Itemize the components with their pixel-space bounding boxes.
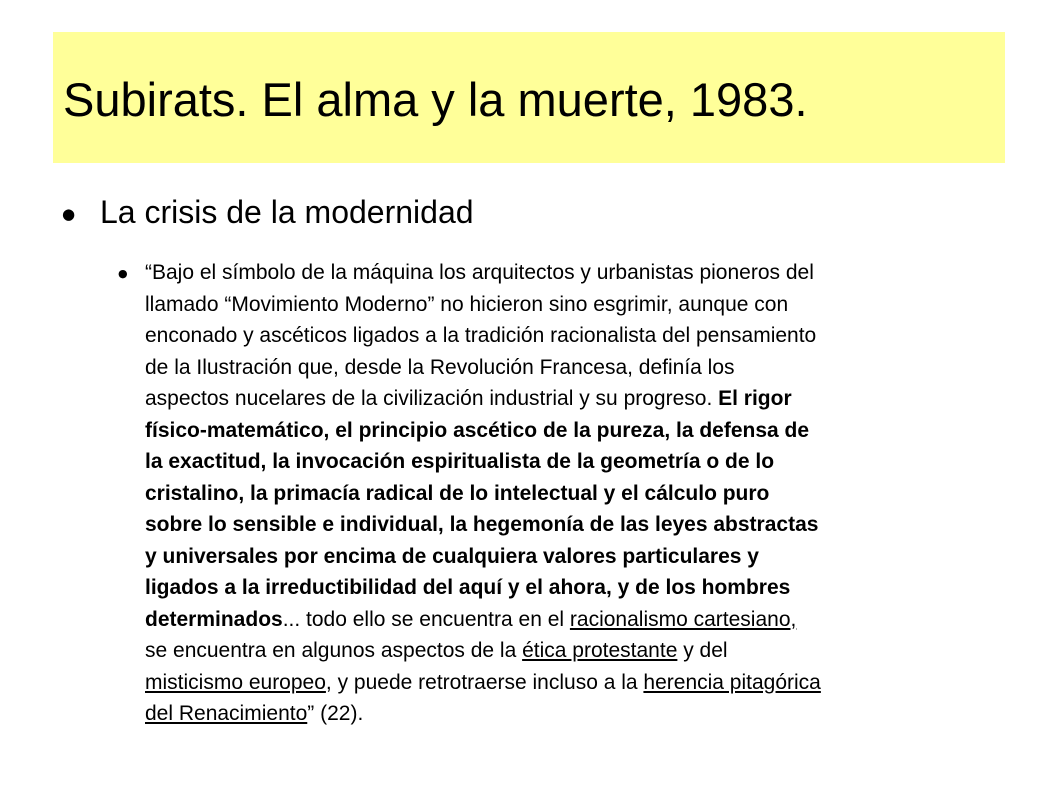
bullet-icon: ● — [62, 205, 76, 223]
underlined-term: herencia pitagórica — [643, 670, 821, 694]
quote-bold-text: El rigor — [718, 387, 792, 410]
quote-bold-text: cristalino, la primacía radical de lo intelectual y el cálculo puro — [145, 481, 770, 505]
section-heading: La crisis de la modernidad — [100, 194, 474, 230]
title-band — [53, 32, 1005, 163]
quote-line — [145, 667, 1020, 699]
quote-paragraph — [145, 257, 1020, 730]
quote-text: aspectos nucelares de la civilización industrial y su progreso. — [145, 387, 719, 410]
quote-bold-text: sobre lo sensible e individual, la hegemonía de las leyes abstractas — [145, 513, 819, 536]
quote-text: y del — [677, 639, 728, 662]
quote-line — [145, 698, 1020, 730]
quote-line: llamado “Movimiento Moderno” no hicieron sino esgrimir, aunque con — [145, 292, 789, 316]
quote-bold-text: físico-matemático, el principio ascético de la pureza, la defensa de — [145, 418, 810, 442]
quote-line — [145, 541, 1020, 573]
quote-bold-text: ligados a la irreductibilidad del aquí y el ahora, y de los hombres — [145, 576, 791, 599]
quote-line — [145, 415, 1020, 447]
underlined-term: ética protestante — [522, 639, 678, 662]
quote-line: de la Ilustración que, desde la Revolución Francesa, definía los — [145, 355, 735, 379]
underlined-term: del Renacimiento — [145, 702, 308, 725]
quote-line: “Bajo el símbolo de la máquina los arquitectos y urbanistas pioneros del — [145, 261, 814, 284]
quote-line — [145, 572, 1020, 604]
quote-line: enconado y ascéticos ligados a la tradición racionalista del pensamiento — [145, 324, 817, 347]
underlined-term: racionalismo cartesiano, — [569, 607, 797, 631]
quote-text: , y puede retrotraerse incluso a la — [325, 670, 644, 694]
quote-line — [145, 509, 1020, 541]
quote-bold-text: la exactitud, la invocación espiritualista de la geometría o de lo — [145, 450, 775, 473]
quote-line — [145, 635, 1020, 667]
quote-line — [145, 446, 1020, 478]
quote-text: ” (22). — [307, 702, 364, 725]
quote-bold-text: y universales por encima de cualquiera valores particulares y — [145, 544, 759, 568]
quote-text: ... todo ello se encuentra en el — [282, 607, 570, 631]
underlined-term: misticismo europeo — [145, 670, 326, 694]
sub-bullet-icon: ● — [118, 267, 128, 280]
quote-text: se encuentra en algunos aspectos de la — [145, 639, 523, 662]
quote-line — [145, 383, 1020, 415]
quote-bold-text: determinados — [145, 607, 283, 631]
quote-line — [145, 604, 1020, 636]
slide-title: Subirats. El alma y la muerte, 1983. — [63, 73, 808, 126]
quote-line — [145, 478, 1020, 510]
